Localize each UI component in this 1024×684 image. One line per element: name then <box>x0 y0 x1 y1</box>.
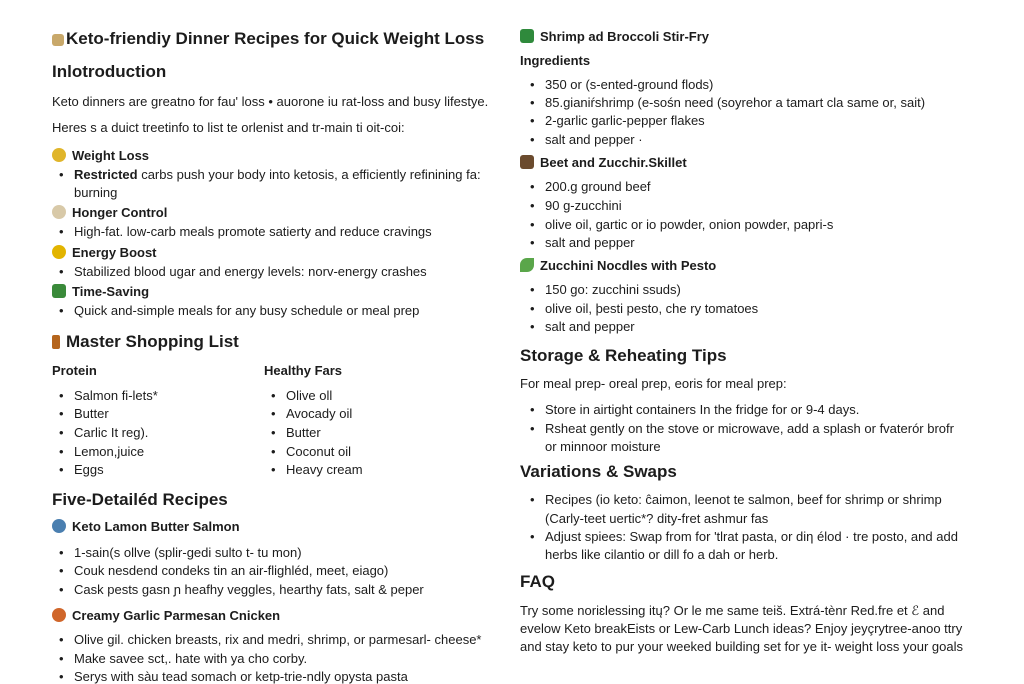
benefit-title-weight-loss: Weight Loss <box>52 148 149 163</box>
benefit-desc: • Restricted carbs push your body into ketosis, a efficiently refinining fa: <box>74 167 481 182</box>
list-item: • Heavy cream <box>286 462 363 477</box>
list-item: • 85.gianiŕshrimp (e-sośn need (soyrehor a tamart cla same or, sait) <box>545 95 925 110</box>
list-item: • Couk nesdend condeks tin an air-flighléd, meet, eiago) <box>74 563 388 578</box>
list-item-cont: (Carly-teet uertic*? dity-fret ashmur fas <box>545 511 769 526</box>
list-item-cont: or minnoor moisture <box>545 439 661 454</box>
salmon-icon <box>52 519 66 533</box>
benefit-desc-cont: burning <box>74 185 118 200</box>
page-title: Keto-friendiy Dinner Recipes for Quick Weight Loss <box>52 29 484 49</box>
list-item: • salt and pepper <box>545 235 635 250</box>
storage-heading: Storage & Reheating Tips <box>520 346 727 365</box>
shopping-heading: Master Shopping List <box>52 332 239 352</box>
intro-text-2: Heres s a duict treetinfo to list te orlenist and tr-main ti oit-coi: <box>52 120 405 135</box>
list-item: • Rsheat gently on the stove or microwave, add a splash or fvaterór brofr <box>545 421 954 436</box>
recipe-title-zucchini: Zucchini Nocdles with Pesto <box>520 258 716 273</box>
list-item: • 2-garlic garlic-pepper flakes <box>545 113 705 128</box>
plate-icon <box>52 205 66 219</box>
list-item: • Olive gil. chicken breasts, rix and medri, shrimp, or parmesarl- cheese* <box>74 632 481 647</box>
intro-text: Keto dinners are greatno for fau' loss • auorone iu rat-loss and busy lifestye. <box>52 94 489 109</box>
list-item: • 150 go: zucchini ssuds) <box>545 282 681 297</box>
list-item: • Carlic It reg). <box>74 425 148 440</box>
benefit-desc: • Quick and-simple meals for any busy schedule or meal prep <box>74 303 419 318</box>
variations-heading: Variations & Swaps <box>520 462 677 481</box>
list-item: • Store in airtight containers In the fridge for or 9-4 days. <box>545 402 859 417</box>
fats-title: Healthy Fars <box>264 363 343 378</box>
salad-icon <box>52 34 64 46</box>
recipe-title-shrimp: Shrimp ad Broccoli Stir-Fry <box>520 29 709 44</box>
benefit-desc: • High-fat. low-carb meals promote satierty and reduce cravings <box>74 224 432 239</box>
recipe-title-salmon: Keto Lamon Butter Salmon <box>52 519 240 534</box>
benefit-title-time: Time-Saving <box>52 284 149 299</box>
intro-heading: Inlotroduction <box>52 62 167 81</box>
list-item: • Butter <box>286 425 321 440</box>
list-item: • Cask pests gasn ɲ heafhy veggles, hearthy fats, salt & peper <box>74 582 424 597</box>
list-item: • olive oil, þesti pesto, che ry tomatoes <box>545 301 758 316</box>
list-item: • Eggs <box>74 462 104 477</box>
faq-heading: FAQ <box>520 572 555 591</box>
beef-icon <box>520 155 534 169</box>
list-item: • Butter <box>74 406 109 421</box>
zucchini-icon <box>520 258 534 272</box>
ingredients-title: Ingredients <box>520 53 591 68</box>
list-item: • Adjust spiees: Swap from for 'tlrat pasta, or diƞ élod · tre posto, and add <box>545 529 958 544</box>
recipe-title-chicken: Creamy Garlic Parmesan Cnicken <box>52 608 280 623</box>
list-item: • Lemon,juice <box>74 444 144 459</box>
list-item: • Serys with sàu tead somach or ketp-trie-ndly opysta pasta <box>74 669 408 684</box>
benefit-title-honger: Honger Control <box>52 205 167 220</box>
lightning-icon <box>52 245 66 259</box>
recipes-heading: Five-Detailéd Recipes <box>52 490 228 509</box>
benefit-title-energy: Energy Boost <box>52 245 157 260</box>
list-item: • Salmon fi-lets* <box>74 388 158 403</box>
list-item: • 1-sain(s ollve (splir-gedi sulto t- tu mon) <box>74 545 302 560</box>
clock-icon <box>52 284 66 298</box>
protein-title: Protein <box>52 363 97 378</box>
list-item: • olive oil, gartic or io powder, onion powder, papri-s <box>545 217 833 232</box>
list-item: • Olive oll <box>286 388 332 403</box>
list-item: • 350 or (s-ented-ground flods) <box>545 77 713 92</box>
benefit-desc: • Stabilized blood ugar and energy levels: norv-energy crashes <box>74 264 427 279</box>
list-item: • 90 g-zucchini <box>545 198 622 213</box>
broccoli-icon <box>520 29 534 43</box>
list-item: • Coconut oil <box>286 444 351 459</box>
list-item: • 200.g ground beef <box>545 179 651 194</box>
list-item-cont: herbs like cilantio or dill fo a dah or herb. <box>545 547 779 562</box>
chicken-icon <box>52 608 66 622</box>
list-item: • Avocady oil <box>286 406 352 421</box>
list-item: • salt and pepper <box>545 319 635 334</box>
recipe-title-beef: Beet and Zucchir.Skillet <box>520 155 687 170</box>
list-icon <box>52 335 60 349</box>
faq-text: and stay keto to pur your weeked building set for ye it- weight loss your goals <box>520 639 963 654</box>
faq-text: evelow Keto breakEists or Lew-Carb Lunch ideas? Enjoy jeyçrytree-anoo ttry <box>520 621 963 636</box>
storage-intro: For meal prep- oreal prep, eoris for meal prep: <box>520 376 787 391</box>
list-item: • salt and pepper · <box>545 132 643 147</box>
list-item: • Recipes (io keto: ĉaimon, leenot te salmon, beef for shrimp or shrimp <box>545 492 942 507</box>
scale-icon <box>52 148 66 162</box>
list-item: • Make savee sct,. hate with ya cho corby. <box>74 651 307 666</box>
faq-text: Try some noriɛlessing itų? Or le me same teiš. Extrá-tènr Red.fre et ℰ and <box>520 603 945 618</box>
